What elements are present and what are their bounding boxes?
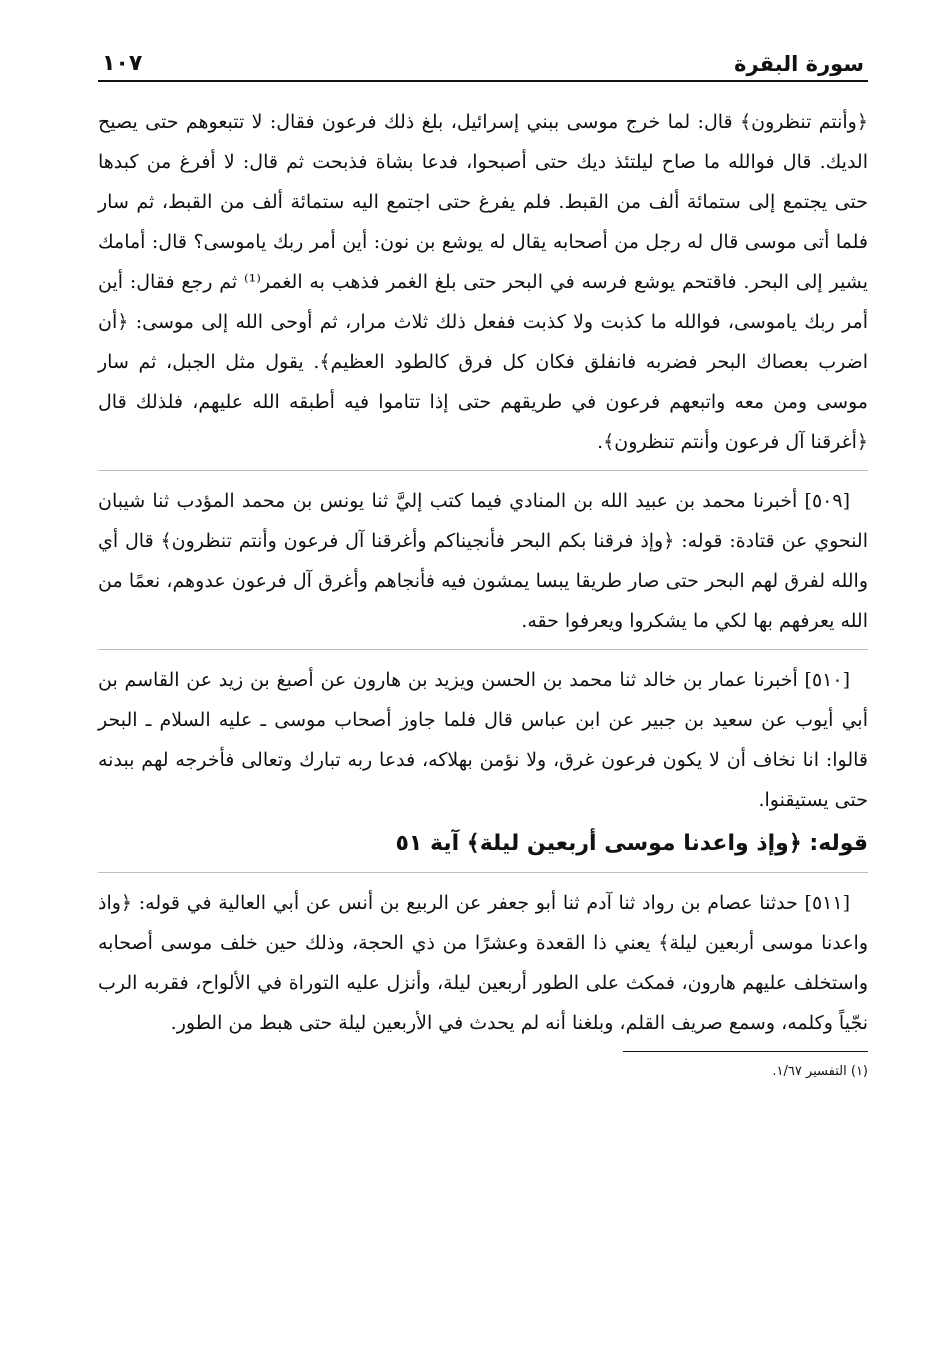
paragraph-separator xyxy=(98,872,868,873)
report-paragraph-511 xyxy=(98,883,868,1043)
report-number: [٥١٠] xyxy=(804,669,851,691)
surah-title: سورة البقرة xyxy=(734,52,864,76)
paragraph-text: أخبرنا عمار بن خالد ثنا محمد بن الحسن ويزيد بن هارون عن أصبغ بن زيد عن القاسم بن أبي أيوب عن سعيد بن جبير عن ابن عباس قال فلما جاوز أصحاب موسى ـ عليه السلام ـ البحر قالوا: انا نخاف أن لا يكون فرعون غرق، ولا نؤمن بهلاكه، فدعا ربه تبارك وتعالى فأخرجه لهم ببدنه حتى يستيقنوا. xyxy=(98,669,868,811)
paragraph-text: ﴿وأنتم تنظرون﴾ قال: لما خرج موسى ببني إسرائيل، بلغ ذلك فرعون فقال: لا تتبعوهم حتى يصيح الديك. قال فوالله ما صاح ليلتئذ ديك حتى أصبحوا، فدعا بشاة فذبحت ثم قال: لا أفرغ من كبدها حتى يجتمع إلى ستمائة ألف من القبط. فلم يفرغ حتى اجتمع اليه ستمائة ألف من القبط، ثم سار فلما أتى موسى قال له رجل من أصحابه يقال له يوشع بن نون: أين أمر ربك ياموسى؟ قال: أمامك يشير إلى البحر. فاقتحم يوشع فرسه في البحر حتى بلغ الغمر فذهب به الغمر⁽¹⁾ ثم رجع فقال: أين أمر ربك ياموسى، فوالله ما كذبت ولا كذبت ففعل ذلك ثلاث مرار، ثم أوحى الله إلى موسى: ﴿أن اضرب بعصاك البحر فضربه فانفلق فكان كل فرق كالطود العظيم﴾. يقول مثل الجبل، ثم سار موسى ومن معه واتبعهم فرعون في طريقهم حتى إذا تتاموا فيه أطبقه الله عليهم، فلذلك قال ﴿أغرقنا آل فرعون وأنتم تنظرون﴾. xyxy=(98,111,868,453)
paragraph-separator xyxy=(98,649,868,650)
page-number: ١٠٧ xyxy=(102,51,143,76)
page-header xyxy=(98,38,868,82)
paragraph-text: أخبرنا محمد بن عبيد الله بن المنادي فيما كتب إليَّ ثنا يونس بن محمد المؤدب ثنا شيبان النحوي عن قتادة: قوله: ﴿وإذ فرقنا بكم البحر فأنجيناكم وأغرقنا آل فرعون وأنتم تنظرون﴾ قال أي والله لفرق لهم البحر حتى صار طريقا يبسا يمشون فيه فأنجاهم وأغرق آل فرعون عدوهم، نعمًا من الله يعرفهم بها لكي ما يشكروا ويعرفوا حقه. xyxy=(98,490,868,632)
footnote-divider xyxy=(623,1051,868,1052)
paragraph-separator xyxy=(98,470,868,471)
page-body xyxy=(98,102,868,1082)
book-page xyxy=(98,38,868,1082)
paragraph-continuation xyxy=(98,102,868,462)
report-paragraph-509 xyxy=(98,481,868,641)
report-number: [٥٠٩] xyxy=(804,490,850,512)
footnote: (١) التفسير ١/٦٧. xyxy=(772,1064,868,1079)
paragraph-text: حدثنا عصام بن رواد ثنا آدم ثنا أبو جعفر عن الربيع بن أنس عن أبي العالية في قوله: ﴿واذ واعدنا موسى أربعين ليلة﴾ يعني ذا القعدة وعشرًا من ذي الحجة، وذلك حين خلف موسى أصحابه واستخلف عليهم هارون، فمكث على الطور أربعين ليلة، وأنزل عليه التوراة في الألواح، فقربه الرب نجّياً وكلمه، وسمع صريف القلم، وبلغنا أنه لم يحدث في الأربعين ليلة حتى هبط من الطور. xyxy=(98,892,868,1034)
report-paragraph-510 xyxy=(98,660,868,820)
verse-heading: قوله: ﴿وإذ واعدنا موسى أربعين ليلة﴾ آية ٥١ xyxy=(395,831,868,856)
report-number: [٥١١] xyxy=(804,892,851,914)
